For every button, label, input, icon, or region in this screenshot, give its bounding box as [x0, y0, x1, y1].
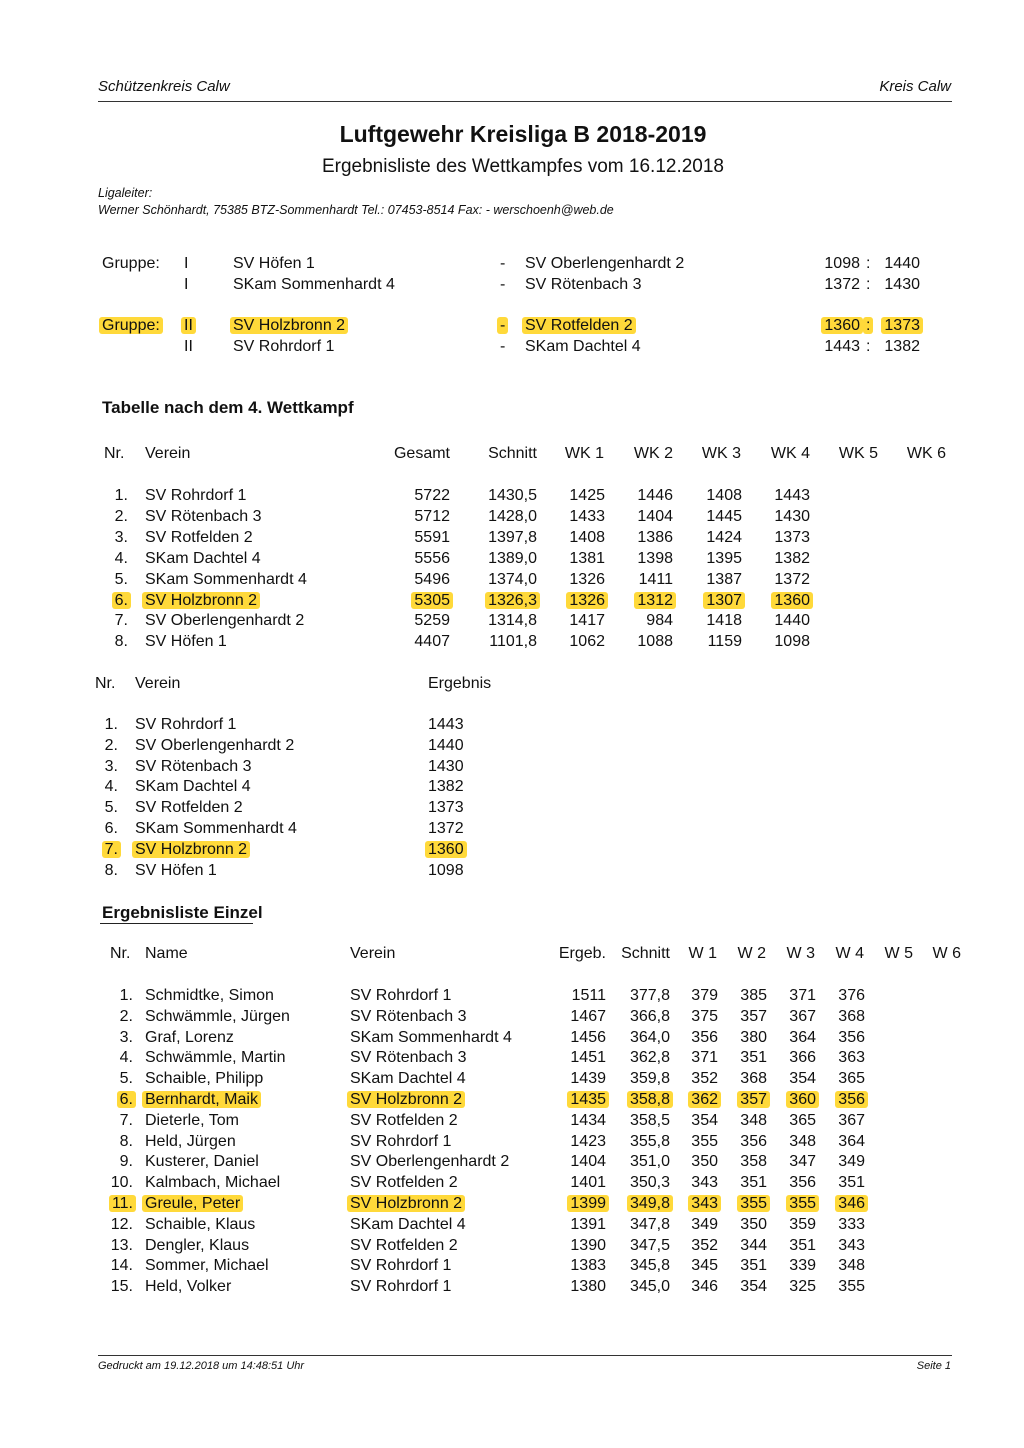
table-row-schnitt: 1314,8	[488, 612, 537, 630]
einzel-row-verein: SKam Dachtel 4	[350, 1215, 466, 1233]
einzel-row-nr: 2.	[119, 1007, 133, 1025]
table-row-gesamt: 5305	[414, 592, 450, 610]
einzel-row-w4: 368	[838, 1007, 865, 1025]
results-row-ergebnis: 1382	[428, 778, 464, 796]
header-rule	[98, 101, 952, 102]
einzel-row-w1: 379	[691, 987, 718, 1004]
table-row-wk3: 1159	[707, 633, 742, 651]
col-header: Ergebnis	[428, 675, 492, 692]
col-header: W 1	[688, 945, 717, 962]
einzel-row-ergeb: 1423	[570, 1132, 606, 1150]
einzel-row-schnitt: 351,0	[629, 1153, 670, 1171]
results-row-verein: SV Rohrdorf 1	[135, 716, 237, 733]
results-row-nr: 3.	[104, 757, 118, 775]
einzel-row-w2: 348	[740, 1111, 767, 1129]
einzel-row-w4: 376	[838, 987, 865, 1004]
einzel-row-w3: 347	[789, 1153, 816, 1171]
pairing-label: Gruppe:	[102, 317, 160, 335]
pairing-score-home: 1372	[824, 276, 860, 293]
col-header: WK 4	[770, 445, 810, 462]
table-row-wk2: 984	[646, 612, 673, 630]
table-row-wk3: 1307	[706, 592, 742, 610]
pairing-away: SKam Dachtel 4	[525, 338, 641, 355]
pairing-away: SV Rotfelden 2	[525, 317, 633, 335]
pairing-score-away: 1440	[884, 255, 920, 272]
table-row-gesamt: 5712	[414, 507, 450, 525]
table-row-wk1: 1417	[569, 612, 605, 630]
einzel-row-name: Bernhardt, Maik	[145, 1091, 258, 1109]
einzel-row-w2: 355	[740, 1195, 767, 1213]
einzel-row-w3: 325	[789, 1278, 816, 1296]
einzel-row-name: Held, Jürgen	[145, 1132, 236, 1150]
results-row-ergebnis: 1440	[428, 736, 464, 754]
einzel-row-schnitt: 345,8	[629, 1257, 670, 1275]
col-header: Ergeb.	[558, 945, 606, 962]
page-title: Luftgewehr Kreisliga B 2018-2019	[339, 121, 707, 147]
table-row-wk4: 1440	[774, 612, 810, 630]
results-row-verein: SV Oberlengenhardt 2	[135, 736, 295, 754]
page-subtitle: Ergebnisliste des Wettkampfes vom 16.12.2018	[321, 156, 725, 177]
table-row-wk3: 1387	[706, 570, 742, 588]
einzel-row-w2: 351	[740, 1049, 767, 1067]
einzel-row-verein: SV Rohrdorf 1	[350, 1132, 452, 1150]
table-row-wk1: 1408	[569, 528, 605, 546]
pairing-colon: :	[866, 317, 870, 335]
results-row-ergebnis: 1360	[428, 841, 464, 859]
einzel-row-verein: SV Rotfelden 2	[350, 1174, 458, 1192]
einzel-row-verein: SV Rohrdorf 1	[350, 1257, 452, 1275]
einzel-row-w2: 354	[740, 1278, 767, 1296]
col-header: WK 5	[838, 445, 878, 462]
table-row-nr: 2.	[114, 507, 128, 525]
table-row-wk2: 1446	[637, 487, 673, 504]
pairing-home: SV Holzbronn 2	[233, 317, 345, 335]
results-row-nr: 7.	[105, 841, 118, 859]
einzel-row-w1: 356	[691, 1028, 718, 1046]
results-row-ergebnis: 1443	[428, 716, 464, 733]
einzel-row-w4: 364	[838, 1132, 865, 1150]
einzel-row-ergeb: 1435	[570, 1091, 606, 1109]
einzel-row-w4: 349	[838, 1153, 865, 1171]
einzel-row-schnitt: 355,8	[629, 1132, 670, 1150]
col-header: W 5	[884, 945, 913, 962]
einzel-row-w2: 380	[740, 1028, 767, 1046]
results-row-verein: SV Höfen 1	[135, 861, 217, 879]
einzel-row-w2: 356	[740, 1132, 767, 1150]
table-row-schnitt: 1101,8	[489, 633, 537, 651]
einzel-row-verein: SV Holzbronn 2	[350, 1195, 462, 1213]
einzel-row-w1: 355	[691, 1132, 718, 1150]
table-row-wk1: 1062	[569, 633, 605, 651]
einzel-row-w4: 363	[838, 1049, 865, 1067]
einzel-row-w1: 346	[691, 1278, 718, 1296]
results-row-verein: SKam Dachtel 4	[135, 778, 251, 796]
table-row-wk2: 1386	[637, 528, 673, 546]
einzel-row-verein: SKam Sommenhardt 4	[350, 1028, 512, 1046]
col-header: Nr.	[110, 945, 131, 962]
einzel-row-w1: 352	[691, 1070, 718, 1088]
pairing-group: II	[184, 317, 193, 335]
pairing-score-away: 1430	[884, 276, 920, 293]
einzel-row-w2: 351	[740, 1257, 767, 1275]
table-row-wk4: 1372	[774, 570, 810, 588]
col-header: Verein	[145, 445, 191, 462]
einzel-row-w4: 346	[838, 1195, 865, 1213]
table-row-verein: SV Oberlengenhardt 2	[145, 612, 305, 630]
einzel-row-nr: 1.	[119, 987, 133, 1004]
table-row-wk4: 1443	[774, 487, 810, 504]
einzel-row-ergeb: 1401	[570, 1174, 606, 1192]
einzel-row-nr: 9.	[119, 1153, 133, 1171]
einzel-row-w2: 357	[740, 1007, 767, 1025]
einzel-row-w1: 349	[691, 1215, 718, 1233]
einzel-row-w1: 375	[691, 1007, 718, 1025]
einzel-row-w1: 345	[691, 1257, 718, 1275]
table-title: Tabelle nach dem 4. Wettkampf	[102, 398, 354, 417]
table-row-verein: SV Holzbronn 2	[145, 592, 257, 610]
pairing-home: SV Rohrdorf 1	[233, 338, 335, 355]
table-row-wk2: 1312	[637, 592, 673, 610]
einzel-row-ergeb: 1439	[570, 1070, 606, 1088]
pairing-home: SKam Sommenhardt 4	[233, 276, 395, 293]
einzel-row-schnitt: 358,8	[630, 1091, 670, 1109]
einzel-row-nr: 3.	[119, 1028, 133, 1046]
einzel-row-w3: 366	[789, 1049, 816, 1067]
table-row-wk2: 1398	[637, 549, 673, 567]
col-header: WK 1	[564, 445, 604, 462]
einzel-row-w3: 360	[789, 1091, 816, 1109]
footer-page: Seite 1	[916, 1360, 951, 1372]
table-row-gesamt: 5556	[414, 549, 450, 567]
einzel-row-w4: 351	[838, 1174, 865, 1192]
einzel-row-nr: 11.	[112, 1195, 133, 1213]
einzel-row-name: Schaible, Philipp	[145, 1070, 264, 1088]
einzel-row-verein: SV Rohrdorf 1	[350, 1278, 452, 1296]
einzel-row-w1: 352	[691, 1236, 718, 1254]
col-header: W 6	[932, 945, 961, 962]
einzel-row-nr: 15.	[110, 1278, 133, 1296]
einzel-row-name: Dieterle, Tom	[145, 1111, 239, 1129]
einzel-row-w3: 359	[789, 1215, 816, 1233]
einzel-row-nr: 8.	[119, 1132, 133, 1150]
einzel-row-w3: 364	[789, 1028, 816, 1046]
pairing-score-home: 1443	[824, 338, 860, 355]
header-right: Kreis Calw	[879, 78, 951, 95]
pairing-sep: -	[500, 255, 506, 272]
einzel-row-schnitt: 347,8	[629, 1215, 670, 1233]
results-row-ergebnis: 1098	[428, 861, 464, 879]
col-header: Nr.	[104, 445, 125, 462]
einzel-row-w3: 365	[789, 1111, 816, 1129]
ligaleiter-contact: Werner Schönhardt, 75385 BTZ-Sommenhardt Tel.: 07453-8514 Fax: - werschoenh@web.de	[98, 203, 614, 217]
einzel-row-w2: 351	[740, 1174, 767, 1192]
einzel-row-w1: 343	[691, 1195, 718, 1213]
einzel-row-w4: 333	[838, 1215, 865, 1233]
table-row-wk3: 1395	[706, 549, 742, 567]
results-row-verein: SKam Sommenhardt 4	[135, 820, 297, 837]
pairing-colon: :	[866, 276, 871, 293]
einzel-row-schnitt: 362,8	[629, 1049, 670, 1067]
table-row-wk4: 1373	[774, 528, 810, 546]
einzel-row-schnitt: 364,0	[629, 1028, 670, 1046]
einzel-row-verein: SV Holzbronn 2	[350, 1091, 462, 1109]
col-header: W 4	[835, 945, 864, 962]
einzel-row-nr: 13.	[110, 1236, 133, 1254]
results-row-nr: 2.	[104, 736, 118, 754]
einzel-row-name: Kalmbach, Michael	[145, 1174, 281, 1192]
pairing-sep: -	[500, 317, 505, 335]
pairing-score-away: 1373	[884, 317, 920, 335]
pairing-away: SV Rötenbach 3	[525, 276, 642, 293]
col-header: W 3	[786, 945, 815, 962]
einzel-row-w2: 385	[740, 987, 767, 1004]
col-header: Schnitt	[488, 445, 537, 462]
table-row-verein: SV Rohrdorf 1	[145, 487, 247, 504]
pairing-score-home: 1360	[824, 317, 860, 335]
einzel-row-schnitt: 359,8	[629, 1070, 670, 1088]
pairing-colon: :	[866, 338, 871, 355]
einzel-row-nr: 12.	[110, 1215, 133, 1233]
einzel-row-schnitt: 377,8	[629, 987, 670, 1004]
pairing-score-away: 1382	[884, 338, 920, 355]
einzel-title: Ergebnisliste Einzel	[102, 903, 263, 922]
einzel-row-nr: 4.	[119, 1049, 133, 1067]
einzel-row-w2: 344	[740, 1236, 767, 1254]
col-header: Verein	[135, 675, 181, 692]
table-row-wk1: 1425	[569, 487, 605, 504]
table-row-nr: 1.	[114, 487, 128, 504]
einzel-row-w4: 365	[838, 1070, 865, 1088]
table-row-wk2: 1411	[638, 570, 673, 588]
pairing-score-home: 1098	[824, 255, 860, 272]
table-row-gesamt: 5722	[414, 487, 450, 504]
col-header: Gesamt	[393, 445, 450, 462]
table-row-wk4: 1430	[774, 507, 810, 525]
col-header: Schnitt	[621, 945, 670, 962]
pairing-sep: -	[500, 276, 506, 293]
einzel-row-w1: 354	[691, 1111, 718, 1129]
einzel-row-ergeb: 1467	[570, 1007, 606, 1025]
results-row-verein: SV Rotfelden 2	[135, 799, 243, 817]
table-row-gesamt: 4407	[414, 633, 450, 651]
table-row-schnitt: 1389,0	[488, 549, 537, 567]
einzel-row-ergeb: 1511	[571, 987, 606, 1004]
table-row-verein: SV Höfen 1	[145, 633, 227, 651]
einzel-row-w3: 355	[789, 1195, 816, 1213]
table-row-schnitt: 1430,5	[488, 487, 537, 504]
einzel-row-verein: SV Rotfelden 2	[350, 1111, 458, 1129]
einzel-row-verein: SV Rotfelden 2	[350, 1236, 458, 1254]
results-row-nr: 4.	[104, 778, 118, 796]
einzel-row-ergeb: 1390	[570, 1236, 606, 1254]
einzel-row-schnitt: 349,8	[630, 1195, 670, 1213]
table-row-verein: SV Rotfelden 2	[145, 528, 253, 546]
table-row-schnitt: 1428,0	[488, 507, 537, 525]
pairing-sep: -	[500, 338, 506, 355]
einzel-row-nr: 5.	[119, 1070, 133, 1088]
einzel-row-w3: 351	[789, 1236, 816, 1254]
einzel-row-name: Schwämmle, Martin	[145, 1049, 286, 1067]
table-row-verein: SKam Sommenhardt 4	[145, 570, 307, 588]
einzel-row-schnitt: 345,0	[629, 1278, 670, 1296]
einzel-row-w1: 362	[691, 1091, 718, 1109]
col-header: WK 3	[701, 445, 741, 462]
einzel-row-verein: SV Rohrdorf 1	[350, 987, 452, 1004]
einzel-row-verein: SV Rötenbach 3	[350, 1007, 467, 1025]
table-row-wk1: 1381	[569, 549, 605, 567]
table-row-wk1: 1433	[569, 507, 605, 525]
table-row-wk3: 1418	[706, 612, 742, 630]
table-row-wk3: 1424	[706, 528, 742, 546]
table-row-wk1: 1326	[569, 570, 605, 588]
table-row-nr: 3.	[114, 528, 128, 546]
table-row-nr: 7.	[114, 612, 128, 630]
einzel-row-verein: SKam Dachtel 4	[350, 1070, 466, 1088]
pairing-home: SV Höfen 1	[233, 255, 315, 272]
col-header: WK 6	[906, 445, 946, 462]
table-row-wk2: 1088	[637, 633, 673, 651]
table-row-nr: 6.	[115, 592, 128, 610]
table-row-verein: SV Rötenbach 3	[145, 507, 262, 525]
einzel-row-schnitt: 350,3	[629, 1174, 670, 1192]
einzel-row-w4: 356	[838, 1028, 865, 1046]
header-left: Schützenkreis Calw	[98, 78, 230, 95]
einzel-row-w3: 348	[789, 1132, 816, 1150]
results-row-ergebnis: 1373	[428, 799, 464, 817]
einzel-row-nr: 6.	[120, 1091, 133, 1109]
einzel-row-w1: 371	[691, 1049, 718, 1067]
einzel-row-name: Schmidtke, Simon	[145, 987, 274, 1004]
einzel-row-w4: 367	[838, 1111, 865, 1129]
einzel-row-w2: 350	[740, 1215, 767, 1233]
einzel-row-w3: 371	[789, 987, 816, 1004]
einzel-row-w4: 356	[838, 1091, 865, 1109]
results-row-nr: 6.	[104, 820, 118, 837]
footer-rule	[98, 1355, 952, 1356]
einzel-row-nr: 7.	[119, 1111, 133, 1129]
einzel-row-schnitt: 366,8	[629, 1007, 670, 1025]
einzel-row-w3: 367	[789, 1007, 816, 1025]
einzel-row-ergeb: 1434	[570, 1111, 606, 1129]
einzel-row-name: Kusterer, Daniel	[145, 1153, 259, 1171]
table-row-schnitt: 1397,8	[488, 528, 537, 546]
pairing-group: I	[184, 255, 189, 272]
einzel-row-name: Sommer, Michael	[145, 1257, 269, 1275]
results-row-nr: 8.	[104, 861, 118, 879]
results-row-ergebnis: 1372	[428, 820, 464, 837]
pairing-label: Gruppe:	[102, 255, 160, 272]
einzel-row-name: Held, Volker	[145, 1278, 232, 1296]
table-row-gesamt: 5591	[414, 528, 450, 546]
table-row-wk2: 1404	[637, 507, 673, 525]
table-row-nr: 5.	[114, 570, 128, 588]
einzel-row-w3: 354	[789, 1070, 816, 1088]
einzel-row-ergeb: 1391	[570, 1215, 606, 1233]
results-row-verein: SV Rötenbach 3	[135, 757, 252, 775]
table-row-nr: 4.	[114, 549, 128, 567]
einzel-row-ergeb: 1383	[570, 1257, 606, 1275]
einzel-row-schnitt: 358,5	[629, 1111, 670, 1129]
einzel-row-ergeb: 1456	[570, 1028, 606, 1046]
pairing-colon: :	[866, 255, 871, 272]
einzel-row-ergeb: 1399	[570, 1195, 606, 1213]
einzel-row-name: Schaible, Klaus	[145, 1215, 256, 1233]
col-header: Nr.	[95, 675, 116, 692]
einzel-title-underline	[100, 923, 253, 924]
einzel-row-w2: 358	[740, 1153, 767, 1171]
einzel-row-w4: 343	[838, 1236, 865, 1254]
table-row-wk4: 1360	[774, 592, 810, 610]
einzel-row-name: Greule, Peter	[145, 1195, 240, 1213]
ligaleiter-label: Ligaleiter:	[98, 186, 153, 200]
einzel-row-nr: 10.	[110, 1174, 133, 1192]
col-header: W 2	[737, 945, 766, 962]
einzel-row-nr: 14.	[110, 1257, 133, 1275]
einzel-row-ergeb: 1404	[570, 1153, 606, 1171]
einzel-row-verein: SV Oberlengenhardt 2	[350, 1153, 510, 1171]
einzel-row-schnitt: 347,5	[629, 1236, 670, 1254]
einzel-row-w2: 368	[740, 1070, 767, 1088]
einzel-row-w1: 350	[691, 1153, 718, 1171]
col-header: WK 2	[633, 445, 673, 462]
table-row-schnitt: 1374,0	[488, 570, 537, 588]
table-row-schnitt: 1326,3	[488, 592, 537, 610]
table-row-gesamt: 5496	[414, 570, 450, 588]
table-row-wk3: 1445	[706, 507, 742, 525]
einzel-row-name: Schwämmle, Jürgen	[145, 1007, 290, 1025]
pairing-away: SV Oberlengenhardt 2	[525, 255, 685, 272]
einzel-row-name: Graf, Lorenz	[145, 1028, 234, 1046]
results-row-nr: 5.	[104, 799, 118, 817]
table-row-wk3: 1408	[706, 487, 742, 504]
einzel-row-w2: 357	[740, 1091, 767, 1109]
einzel-row-w3: 356	[789, 1174, 816, 1192]
einzel-row-w4: 348	[838, 1257, 865, 1275]
einzel-row-name: Dengler, Klaus	[145, 1236, 250, 1254]
einzel-row-w1: 343	[691, 1174, 718, 1192]
table-row-wk1: 1326	[569, 592, 605, 610]
results-row-nr: 1.	[104, 716, 118, 733]
col-header: Name	[145, 945, 188, 962]
footer-printed: Gedruckt am 19.12.2018 um 14:48:51 Uhr	[98, 1360, 305, 1372]
einzel-row-w4: 355	[838, 1278, 865, 1296]
einzel-row-ergeb: 1380	[570, 1278, 606, 1296]
table-row-gesamt: 5259	[414, 612, 450, 630]
results-row-ergebnis: 1430	[428, 757, 464, 775]
einzel-row-verein: SV Rötenbach 3	[350, 1049, 467, 1067]
einzel-row-ergeb: 1451	[570, 1049, 606, 1067]
table-row-nr: 8.	[114, 633, 128, 651]
table-row-verein: SKam Dachtel 4	[145, 549, 261, 567]
col-header: Verein	[350, 945, 396, 962]
table-row-wk4: 1098	[774, 633, 810, 651]
results-row-verein: SV Holzbronn 2	[135, 841, 247, 859]
pairing-group: I	[184, 276, 189, 293]
table-row-wk4: 1382	[774, 549, 810, 567]
einzel-row-w3: 339	[789, 1257, 816, 1275]
pairing-group: II	[184, 338, 193, 355]
